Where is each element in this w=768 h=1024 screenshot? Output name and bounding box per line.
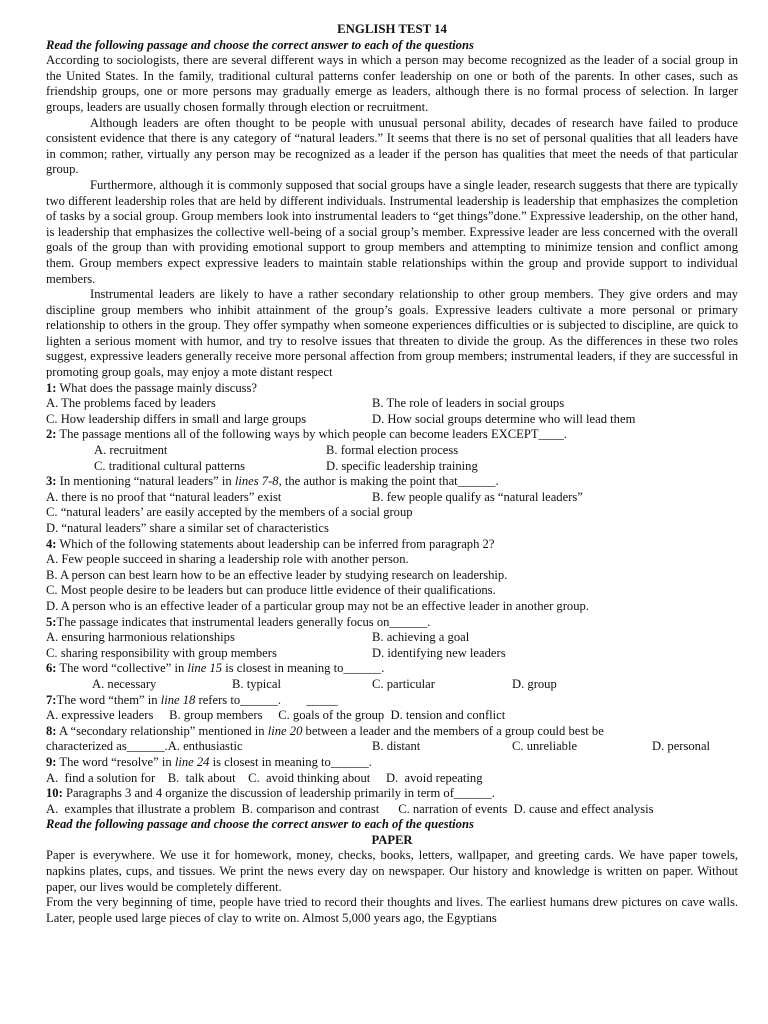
passage-paragraph-4: Instrumental leaders are likely to have a rather secondary relationship to other group members. They give orders and may discipline group members who inhibit attainment of the group’s goals. Expressive leaders cultivate a more personal or primary relationship to others in the group. They offer sympathy when someone experiences difficulties or is subjected to discipline, are quick to lighten a serious moment with humor, and try to resolve issues that threaten to divide the group. As the differences in these two roles suggest, expressive leaders generally receive more personal affection from group members; instrumental leaders, if they are successful in promoting group goals, may enjoy a mote distant respect [46, 287, 738, 380]
question-number: 5: [46, 614, 57, 629]
option-a[interactable]: A. The problems faced by leaders [46, 396, 216, 411]
passage-paragraph-2: Although leaders are often thought to be people with unusual personal ability, decades of research have failed to produce consistent evidence that there is any category of “natural leaders.” It seems that there is no set of personal qualities that all leaders have in common; rather, virtually any person may be recognized as a leader if the person has qualities that meet the needs of that particular group. [46, 115, 738, 177]
instruction-1: Read the following passage and choose the correct answer to each of the questions [46, 37, 474, 52]
passage-2-paragraph-1: Paper is everywhere. We use it for homework, money, checks, books, letters, wallpaper, and greeting cards. We have paper towels, napkins plates, cups, and tissues. We print the news every day on newspaper. Our history and knowledge is written on paper. Without paper, our lives would be completely different. [46, 848, 738, 894]
question-5 [46, 615, 738, 662]
question-text: Paragraphs 3 and 4 organize the discussion of leadership primarily in term of______. [62, 786, 495, 801]
question-text: The word “them” in [56, 692, 161, 707]
question-text-line2: characterized as______. [46, 739, 168, 754]
option-a[interactable]: A. ensuring harmonious relationships [46, 630, 235, 645]
question-text-end: is closest in meaning to______. [222, 661, 385, 676]
question-text: In mentioning “natural leaders” in [56, 474, 235, 489]
line-reference: line 20 [267, 723, 303, 738]
question-text: The passage indicates that instrumental leaders generally focus on______. [56, 614, 431, 629]
question-number: 1: [46, 380, 57, 395]
option-b[interactable]: B. A person can best learn how to be an effective leader by studying research on leadership. [46, 567, 508, 582]
option-a[interactable]: A. there is no proof that “natural leaders” exist [46, 489, 282, 504]
option-d[interactable]: D. “natural leaders” share a similar set of characteristics [46, 521, 329, 535]
option-c[interactable]: C. sharing responsibility with group members [46, 645, 277, 660]
passage-2-title: PAPER [371, 832, 413, 847]
question-number: 7: [46, 692, 57, 707]
option-d[interactable]: D. A person who is an effective leader of a particular group may not be an effective leader in another group. [46, 598, 589, 613]
option-c[interactable]: C. How leadership differs in small and large groups [46, 411, 307, 426]
option-b[interactable]: B. typical [232, 676, 281, 691]
line-reference: line 24 [174, 754, 210, 769]
passage-paragraph-3: Furthermore, although it is commonly supposed that social groups have a single leader, research suggests that there are typically two different leadership roles that are held by different individuals. Instrumental leadership is leadership that emphasizes the completion of tasks by a social group. Group members look into instrumental leaders to “get things”done.” Expressive leadership, on the other hand, is leadership that emphasizes the collective well-being of a social group’s member. Expressive leader are less concerned with the overall goals of the group than with providing emotional support to group members and attempting to minimize tension and conflict among them. Group members expect expressive leaders to maintain stable relationships within the group and provide support to individual members. [46, 177, 738, 286]
passage-2-paragraph-2: From the very beginning of time, people have tried to record their thoughts and lives. The earliest humans drew pictures on cave walls. Later, people used large pieces of clay to write on. Almost 5,000 years ago, the Egyptians [46, 895, 738, 925]
question-9 [46, 755, 738, 786]
line-reference: line 18 [160, 692, 196, 707]
option-a[interactable]: A. enthusiastic [167, 739, 243, 754]
question-7 [46, 693, 738, 724]
question-8 [46, 724, 738, 755]
question-2 [46, 427, 738, 474]
option-b[interactable]: B. formal election process [326, 443, 459, 458]
question-text: The word “collective” in [56, 661, 188, 676]
question-text-end: between a leader and the members of a group could best be [302, 723, 604, 738]
question-text-end: , the author is making the point that______. [278, 474, 499, 489]
option-d[interactable]: D. How social groups determine who will lead them [372, 411, 636, 426]
question-text: What does the passage mainly discuss? [56, 380, 258, 395]
options-line[interactable]: A. expressive leaders B. group members C. goals of the group D. tension and conflict [46, 708, 506, 723]
question-number: 8: [46, 723, 57, 738]
question-text: Which of the following statements about leadership can be inferred from paragraph 2? [56, 536, 495, 551]
question-6 [46, 661, 738, 692]
option-d[interactable]: D. identifying new leaders [372, 645, 506, 660]
question-number: 2: [46, 427, 57, 442]
question-number: 9: [46, 754, 57, 769]
option-b[interactable]: B. achieving a goal [372, 630, 470, 645]
instruction-2: Read the following passage and choose the correct answer to each of the questions [46, 817, 474, 832]
option-b[interactable]: B. distant [372, 739, 421, 754]
option-b[interactable]: B. The role of leaders in social groups [372, 396, 565, 411]
line-reference: lines 7-8 [234, 474, 279, 489]
option-d[interactable]: D. specific leadership training [326, 458, 478, 473]
question-number: 3: [46, 474, 57, 489]
options-line[interactable]: A. find a solution for B. talk about C. avoid thinking about D. avoid repeating [46, 770, 483, 785]
option-c[interactable]: C. Most people desire to be leaders but can produce little evidence of their qualifications. [46, 583, 496, 598]
options-line[interactable]: A. examples that illustrate a problem B. comparison and contrast C. narration of events D. cause and effect analysis [46, 801, 654, 816]
option-a[interactable]: A. Few people succeed in sharing a leadership role with another person. [46, 552, 409, 567]
option-a[interactable]: A. necessary [92, 676, 157, 691]
test-title: ENGLISH TEST 14 [337, 22, 447, 36]
question-10 [46, 786, 738, 817]
question-text: A “secondary relationship” mentioned in [56, 723, 268, 738]
question-text-end: refers to______. _____ [195, 692, 338, 707]
question-text-end: is closest in meaning to______. [209, 754, 372, 769]
option-a[interactable]: A. recruitment [94, 443, 168, 458]
option-c[interactable]: C. “natural leaders’ are easily accepted by the members of a social group [46, 505, 413, 520]
line-reference: line 15 [187, 661, 223, 676]
option-c[interactable]: C. traditional cultural patterns [94, 458, 246, 473]
options-group-1 [46, 739, 372, 755]
question-4 [46, 537, 738, 615]
option-b[interactable]: B. few people qualify as “natural leaders” [372, 489, 583, 504]
question-1 [46, 381, 738, 428]
question-3 [46, 474, 738, 536]
option-d[interactable]: D. personal [652, 739, 711, 754]
option-c[interactable]: C. unreliable [512, 739, 578, 754]
passage-paragraph-1: According to sociologists, there are several different ways in which a person may become recognized as the leader of a social group in the United States. In the family, traditional cultural patterns confer leadership on one or both of the parents. In other cases, such as friendship groups, one or more persons may gradually emerge as leaders, although there is no formal process of selection. In larger groups, leaders are usually chosen formally through election or recruitment. [46, 53, 738, 114]
option-d[interactable]: D. group [512, 676, 557, 691]
question-text: The passage mentions all of the following ways by which people can become leaders EXCEPT____. [56, 427, 567, 442]
question-text: The word “resolve” in [56, 754, 175, 769]
question-number: 10: [46, 786, 63, 801]
question-number: 6: [46, 661, 57, 676]
option-c[interactable]: C. particular [372, 676, 435, 691]
question-number: 4: [46, 536, 57, 551]
